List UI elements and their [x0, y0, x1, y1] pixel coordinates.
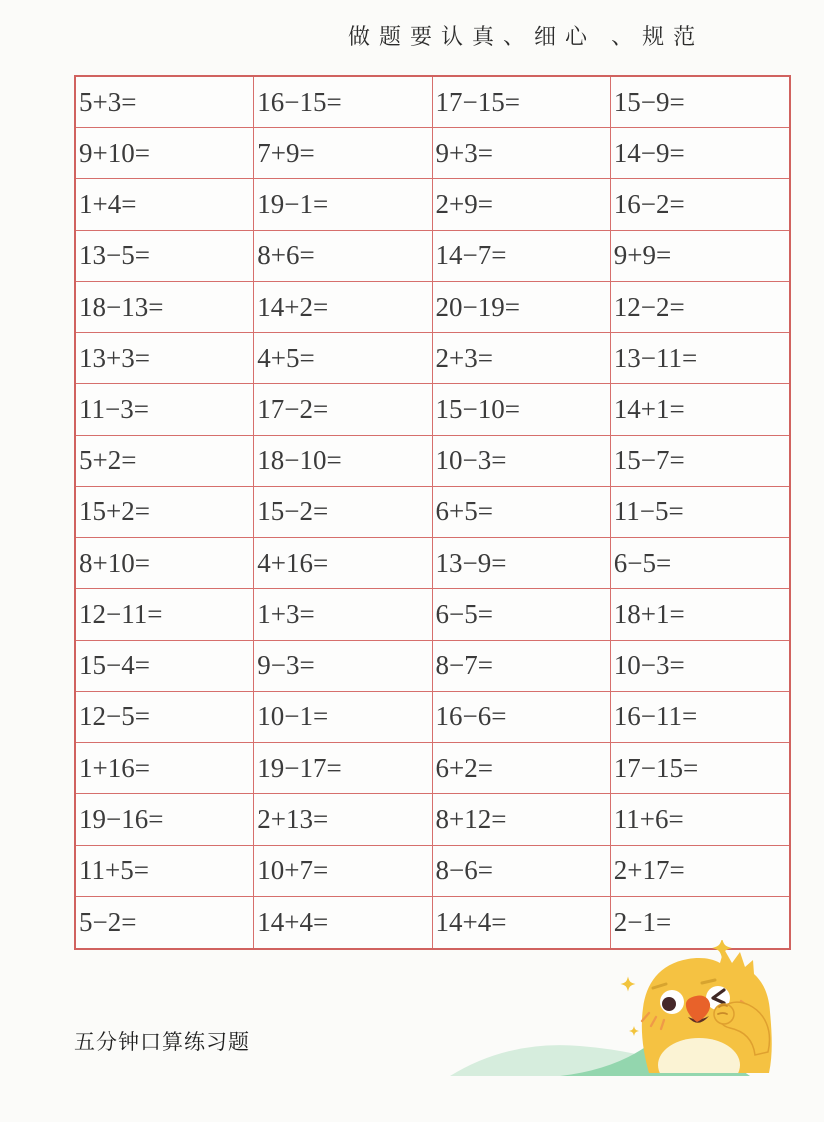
problem-cell: 15+2=	[76, 487, 254, 538]
problem-cell: 20−19=	[433, 282, 611, 333]
problem-cell: 15−2=	[254, 487, 432, 538]
problem-cell: 17−15=	[611, 743, 789, 794]
problem-cell: 11−5=	[611, 487, 789, 538]
problem-cell: 13+3=	[76, 333, 254, 384]
problem-cell: 5+3=	[76, 77, 254, 128]
problem-cell: 7+9=	[254, 128, 432, 179]
problem-cell: 2+17=	[611, 846, 789, 897]
chick-fist	[714, 1004, 734, 1024]
problem-cell: 12−2=	[611, 282, 789, 333]
problem-cell: 19−16=	[76, 794, 254, 845]
problem-cell: 4+16=	[254, 538, 432, 589]
problem-cell: 14+1=	[611, 384, 789, 435]
page-title: 做题要认真、细心 、规范	[348, 24, 705, 49]
problem-cell: 9+10=	[76, 128, 254, 179]
problem-cell: 2−1=	[613, 906, 672, 937]
problem-cell: 19−1=	[254, 179, 432, 230]
problem-cell: 13−5=	[76, 231, 254, 282]
problem-cell: 8+6=	[254, 231, 432, 282]
problem-cell: 1+4=	[76, 179, 254, 230]
problem-cell: 6−5=	[611, 538, 789, 589]
problem-cell: 8+10=	[76, 538, 254, 589]
problem-cell: 1+16=	[76, 743, 254, 794]
problem-cell: 2+13=	[254, 794, 432, 845]
problem-cell: 10−3=	[611, 641, 789, 692]
problem-cell: 15−7=	[611, 436, 789, 487]
problem-cell: 12−11=	[76, 589, 254, 640]
problems-table	[74, 75, 791, 950]
problem-cell: 6+2=	[433, 743, 611, 794]
problem-cell: 11+6=	[611, 794, 789, 845]
problem-cell: 13−9=	[433, 538, 611, 589]
problem-cell: 2+9=	[433, 179, 611, 230]
problem-cell: 9+3=	[433, 128, 611, 179]
problem-cell: 8−6=	[433, 846, 611, 897]
problem-cell: 8−7=	[433, 641, 611, 692]
problem-cell: 14+4=	[433, 897, 611, 948]
problem-cell: 14−7=	[433, 231, 611, 282]
problem-cell: 17−15=	[433, 77, 611, 128]
problem-cell: 18+1=	[611, 589, 789, 640]
chick-body	[642, 949, 772, 1080]
problem-cell: 14+2=	[254, 282, 432, 333]
problem-cell: 19−17=	[254, 743, 432, 794]
problem-cell: 6+5=	[433, 487, 611, 538]
problem-cell: 11−3=	[76, 384, 254, 435]
problem-cell: 10−3=	[433, 436, 611, 487]
problem-cell: 15−10=	[433, 384, 611, 435]
problem-cell: 15−4=	[76, 641, 254, 692]
problem-cell: 18−10=	[254, 436, 432, 487]
problem-cell: 17−2=	[254, 384, 432, 435]
left-pupil	[662, 997, 676, 1011]
problem-cell: 16−2=	[611, 179, 789, 230]
problem-cell: 8+12=	[433, 794, 611, 845]
problem-cell: 10+7=	[254, 846, 432, 897]
problem-cell: 6−5=	[433, 589, 611, 640]
problem-cell: 18−13=	[76, 282, 254, 333]
problem-cell: 11+5=	[76, 846, 254, 897]
problem-cell: 13−11=	[611, 333, 789, 384]
problem-cell: 2+3=	[433, 333, 611, 384]
problem-cell: 5+2=	[76, 436, 254, 487]
problem-cell: 5−2=	[76, 897, 254, 948]
problem-cell: 10−1=	[254, 692, 432, 743]
problem-cell: 15−9=	[611, 77, 789, 128]
problem-cell: 9−3=	[254, 641, 432, 692]
problem-cell: 9+9=	[611, 231, 789, 282]
problem-cell: 14−9=	[611, 128, 789, 179]
problem-cell: 16−15=	[254, 77, 432, 128]
problem-cell: 12−5=	[76, 692, 254, 743]
problem-cell: 14+4=	[254, 897, 432, 948]
winking-chick-illustration	[448, 940, 793, 1080]
problem-cell: 16−11=	[611, 692, 789, 743]
problem-cell: 1+3=	[254, 589, 432, 640]
footer-caption: 五分钟口算练习题	[74, 1031, 250, 1054]
problem-cell: 16−6=	[433, 692, 611, 743]
problem-cell: 4+5=	[254, 333, 432, 384]
